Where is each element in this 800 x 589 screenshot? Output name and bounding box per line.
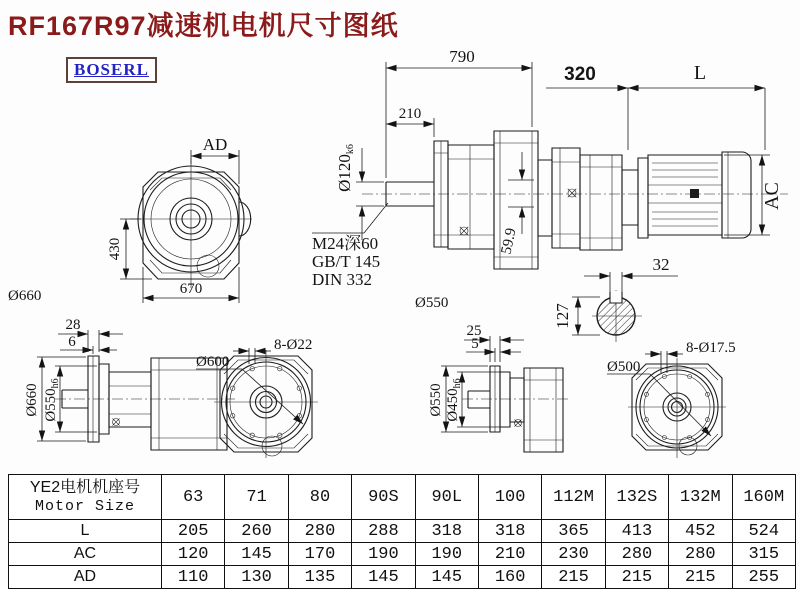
- b14-side-view: [428, 323, 570, 452]
- page-title: RF167R97减速机电机尺寸图纸: [8, 11, 399, 41]
- row-label-L: L: [9, 520, 162, 543]
- dim-AC-label: AC: [761, 182, 783, 210]
- table-cell: 255: [732, 566, 795, 589]
- table-cell: 160: [478, 566, 541, 589]
- dim-L-label: L: [693, 62, 707, 84]
- dim-790-label: 790: [449, 47, 475, 66]
- table-cell: 452: [669, 520, 732, 543]
- table-cell: 413: [605, 520, 668, 543]
- plug-symbol: [564, 185, 581, 202]
- table-cell: 260: [225, 520, 288, 543]
- motor-size-table: [8, 474, 796, 589]
- table-cell: 210: [478, 543, 541, 566]
- tap-note: M24深60: [312, 234, 379, 253]
- column-header-100: 100: [478, 475, 541, 520]
- dim-320-label: 320: [564, 64, 596, 85]
- table-cell: 280: [288, 520, 351, 543]
- table-cell: 145: [415, 566, 478, 589]
- table-cell: 365: [542, 520, 605, 543]
- column-header-63: 63: [162, 475, 225, 520]
- b5-side-view: [24, 317, 235, 450]
- dim-660-label: Ø660: [24, 383, 40, 417]
- dim-5-label: 5: [471, 336, 479, 352]
- row-label-AD: AD: [9, 566, 162, 589]
- nameplate: [690, 189, 699, 198]
- table-header-en: Motor Size: [34, 497, 135, 515]
- dim-550-main-label: Ø550: [415, 295, 449, 311]
- gb-standard-note: GB/T 145: [312, 252, 381, 271]
- row-label-AC: AC: [9, 543, 162, 566]
- shaft-dia-label: Ø120k6: [335, 144, 356, 192]
- plug-symbol: [511, 416, 525, 430]
- column-header-112M: 112M: [542, 475, 605, 520]
- table-cell: 190: [352, 543, 415, 566]
- dim-127-label: 127: [553, 303, 572, 329]
- table-cell: 120: [162, 543, 225, 566]
- table-cell: 130: [225, 566, 288, 589]
- table-header-cn: YE2电机机座号: [29, 478, 141, 496]
- table-cell: 215: [542, 566, 605, 589]
- dim-599-label: 59.9: [498, 226, 520, 256]
- table-cell: 280: [605, 543, 668, 566]
- dim-600-label: Ø600: [196, 354, 230, 370]
- column-header-132M: 132M: [669, 475, 732, 520]
- table-cell: 315: [732, 543, 795, 566]
- table-cell: 190: [415, 543, 478, 566]
- dim-8x22-label: 8-Ø22: [274, 337, 313, 353]
- column-header-80: 80: [288, 475, 351, 520]
- table-cell: 230: [542, 543, 605, 566]
- dim-430-label: 430: [107, 237, 123, 261]
- column-header-90S: 90S: [352, 475, 415, 520]
- brand-text: BOSERL: [74, 60, 149, 79]
- table-cell: 524: [732, 520, 795, 543]
- dim-670-label: 670: [179, 281, 203, 297]
- table-cell: 288: [352, 520, 415, 543]
- dim-500-label: Ø500: [607, 359, 641, 375]
- dim-210-label: 210: [398, 106, 422, 122]
- column-header-71: 71: [225, 475, 288, 520]
- dim-450h6-label: $Ø450_{h6}$: [445, 378, 463, 422]
- din-standard-note: DIN 332: [312, 270, 372, 289]
- dim-550h6-label: $Ø550_{h6}$: [43, 378, 61, 422]
- column-header-90L: 90L: [415, 475, 478, 520]
- shaft-section-view: [553, 255, 678, 342]
- dim-550-label: Ø550: [428, 383, 444, 417]
- column-header-160M: 160M: [732, 475, 795, 520]
- table-cell: 135: [288, 566, 351, 589]
- dim-6-label: 6: [68, 334, 76, 350]
- dim-660-front-label: Ø660: [8, 288, 42, 304]
- table-cell: 215: [669, 566, 732, 589]
- dim-8x175-label: 8-Ø17.5: [686, 340, 736, 356]
- b14-flange-view: [607, 340, 736, 458]
- column-header-132S: 132S: [605, 475, 668, 520]
- dim-ad-label: AD: [202, 135, 228, 154]
- dim-28-label: 28: [65, 317, 81, 333]
- table-cell: 318: [478, 520, 541, 543]
- table-cell: 110: [162, 566, 225, 589]
- table-cell: 145: [352, 566, 415, 589]
- table-cell: 205: [162, 520, 225, 543]
- b5-flange-view: [196, 337, 318, 458]
- table-header-motor-size: [9, 475, 162, 520]
- dim-32-label: 32: [652, 255, 670, 274]
- table-cell: 170: [288, 543, 351, 566]
- table-cell: 145: [225, 543, 288, 566]
- table-cell: 215: [605, 566, 668, 589]
- front-view: [8, 135, 252, 304]
- dim-25-label: 25: [466, 323, 482, 339]
- main-side-view: [312, 47, 788, 311]
- table-cell: 280: [669, 543, 732, 566]
- table-cell: 318: [415, 520, 478, 543]
